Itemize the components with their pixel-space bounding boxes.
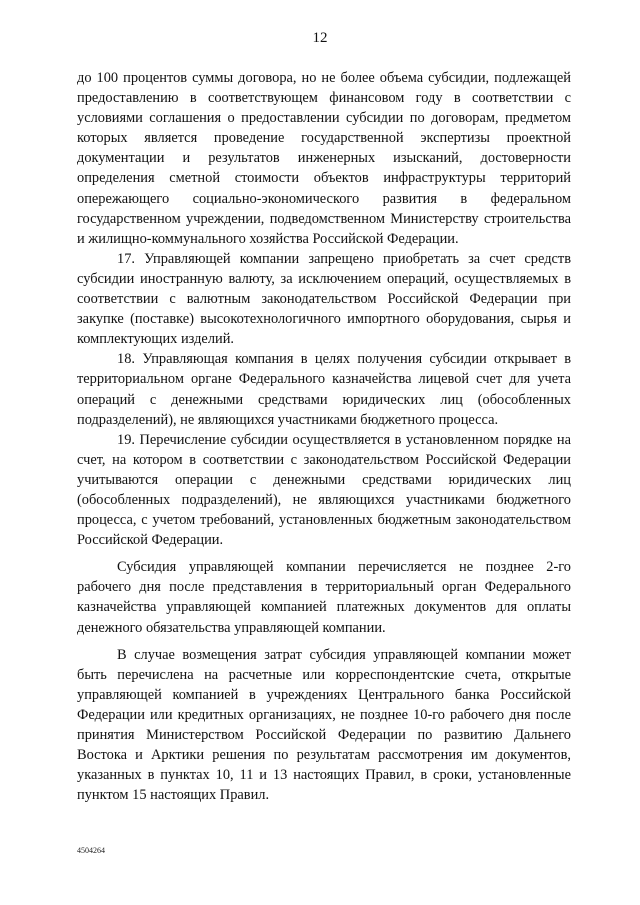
paragraph-transfer-deadline: Субсидия управляющей компании перечисляется не позднее 2-го рабочего дня после представления в территориальный орган Федерального казначейства управляющей компанией платежных документов для оплаты денежного обязательства управляющей компании.: [77, 559, 571, 636]
paragraph-item-17: 17. Управляющей компании запрещено приобретать за счет средств субсидии иностранную валюту, за исключением операций, осуществляемых в соответствии с валютным законодательством Российской Федерации при закупке (поставке) высокотехнологичного импортного оборудования, сырья и комплектующих изделий.: [77, 250, 571, 348]
document-code: 4504264: [77, 846, 105, 855]
paragraph-cost-reimbursement: В случае возмещения затрат субсидия управляющей компании может быть перечислена на расчетные или корреспондентские счета, открытые управляющей компанией в учреждениях Центрального банка Российской Федерации или кредитных организациях, не позднее 10-го рабочего дня после принятия Министерством Российской Федерации по развитию Дальнего Востока и Арктики решения по результатам рассмотрения им документов, указанных в пунктах 10, 11 и 13 настоящих Правил, в сроки, установленные пунктом 15 настоящих Правил.: [77, 646, 571, 804]
paragraph-item-19: 19. Перечисление субсидии осуществляется в установленном порядке на счет, на котором в соответствии с законодательством Российской Федерации учитываются операции с денежными средствами юридических лиц (обособленных подразделений), не являющихся участниками бюджетного процесса, с учетом требований, установленных бюджетным законодательством Российской Федерации.: [77, 431, 571, 549]
page-number: 12: [312, 30, 328, 46]
paragraph-continuation: до 100 процентов суммы договора, но не более объема субсидии, подлежащей предоставлению в соответствующем финансовом году в соответствии с условиями соглашения о предоставлении субсидии по договорам, предметом которых является проведение государственной экспертизы проектной документации и результатов инженерных изысканий, достоверности определения сметной стоимости объектов инфраструктуры территорий опережающего социально-экономического развития в федеральном государственном учреждении, подведомственном Министерству строительства и жилищно-коммунального хозяйства Российской Федерации.: [77, 70, 571, 247]
document-body: [77, 68, 571, 805]
paragraph-item-18: 18. Управляющая компания в целях получения субсидии открывает в территориальном органе Федерального казначейства лицевой счет для учета операций с денежными средствами юридических лиц (обособленных подразделений), не являющихся участниками бюджетного процесса.: [77, 351, 571, 428]
